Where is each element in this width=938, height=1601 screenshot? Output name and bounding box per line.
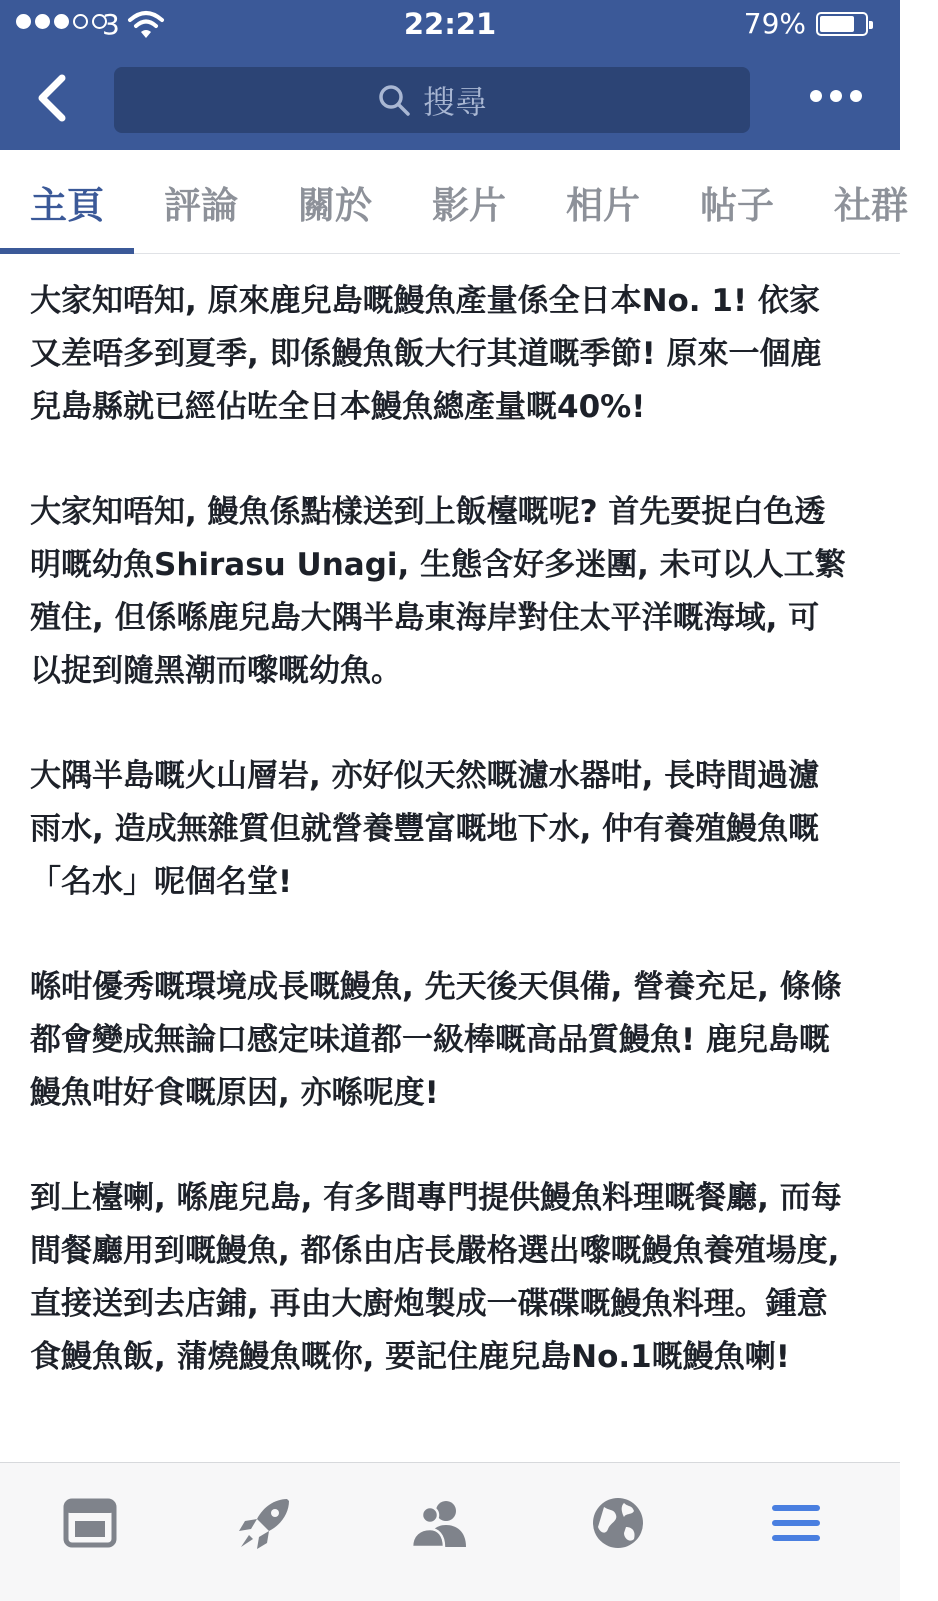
battery-icon xyxy=(816,12,868,36)
chevron-left-icon[interactable] xyxy=(30,72,74,124)
rocket-icon[interactable] xyxy=(235,1493,295,1553)
carrier-name: 3 xyxy=(102,8,120,41)
post-paragraph: 大家知唔知, 鰻魚係點樣送到上飯檯嘅呢? 首先要捉白色透明嘅幼魚Shirasu Unagi, 生態含好多迷團, 未可以人工繁殖住, 但係喺鹿兒島大隅半島東海岸對住太平洋嘅海域, 可以捉到隨黑潮而嚟嘅幼魚。 xyxy=(30,494,846,689)
tab-home[interactable]: 主頁 xyxy=(0,150,134,254)
menu-icon[interactable] xyxy=(766,1493,826,1553)
tab-videos[interactable]: 影片 xyxy=(432,184,506,227)
post-paragraph: 大家知唔知, 原來鹿兒島嘅鰻魚產量係全日本No. 1! 依家又差唔多到夏季, 即係鰻魚飯大行其道嘅季節! 原來一個鹿兒島縣就已經佔咗全日本鰻魚總產量嘅40%! xyxy=(30,283,822,425)
bottom-navigation xyxy=(0,1462,900,1601)
battery-fill xyxy=(820,16,854,32)
post-paragraph: 到上檯喇, 喺鹿兒島, 有多間專門提供鰻魚料理嘅餐廳, 而每間餐廳用到嘅鰻魚, 都係由店長嚴格選出嚟嘅鰻魚養殖場度, 直接送到去店鋪, 再由大廚炮製成一碟碟嘅鰻魚料理。鍾意食鰻魚飯, 蒲燒鰻魚嘅你, 要記住鹿兒島No.1嘅鰻魚喇! xyxy=(30,1180,842,1375)
globe-icon[interactable] xyxy=(588,1493,648,1553)
more-dot xyxy=(850,90,862,102)
news-feed-icon[interactable] xyxy=(60,1493,120,1553)
battery-nub xyxy=(869,21,873,29)
search-input[interactable] xyxy=(114,67,750,133)
search-placeholder: 搜尋 xyxy=(422,83,487,121)
tab-photos[interactable]: 相片 xyxy=(566,184,640,227)
status-time: 22:21 xyxy=(403,7,497,41)
more-dot xyxy=(830,90,842,102)
post-body xyxy=(30,275,850,1460)
more-dot xyxy=(810,90,822,102)
page-tabs xyxy=(0,150,908,254)
search-icon xyxy=(377,83,411,117)
more-dots-icon[interactable] xyxy=(810,90,862,102)
tab-posts[interactable]: 帖子 xyxy=(700,184,774,227)
post-paragraph: 大隅半島嘅火山層岩, 亦好似天然嘅濾水器咁, 長時間過濾雨水, 造成無雜質但就營養豐富嘅地下水, 仲有養殖鰻魚嘅「名水」呢個名堂! xyxy=(30,758,820,900)
status-bar xyxy=(0,0,900,50)
tab-community[interactable]: 社群 xyxy=(834,184,908,227)
friends-icon[interactable] xyxy=(410,1493,470,1553)
tab-reviews[interactable]: 評論 xyxy=(164,184,238,227)
post-paragraph: 喺咁優秀嘅環境成長嘅鰻魚, 先天後天俱備, 營養充足, 條條都會變成無論口感定味道都一級棒嘅高品質鰻魚! 鹿兒島嘅鰻魚咁好食嘅原因, 亦喺呢度! xyxy=(30,969,842,1111)
top-bar xyxy=(0,0,900,150)
battery-percentage: 79% xyxy=(743,7,806,40)
tab-about[interactable]: 關於 xyxy=(298,184,372,227)
